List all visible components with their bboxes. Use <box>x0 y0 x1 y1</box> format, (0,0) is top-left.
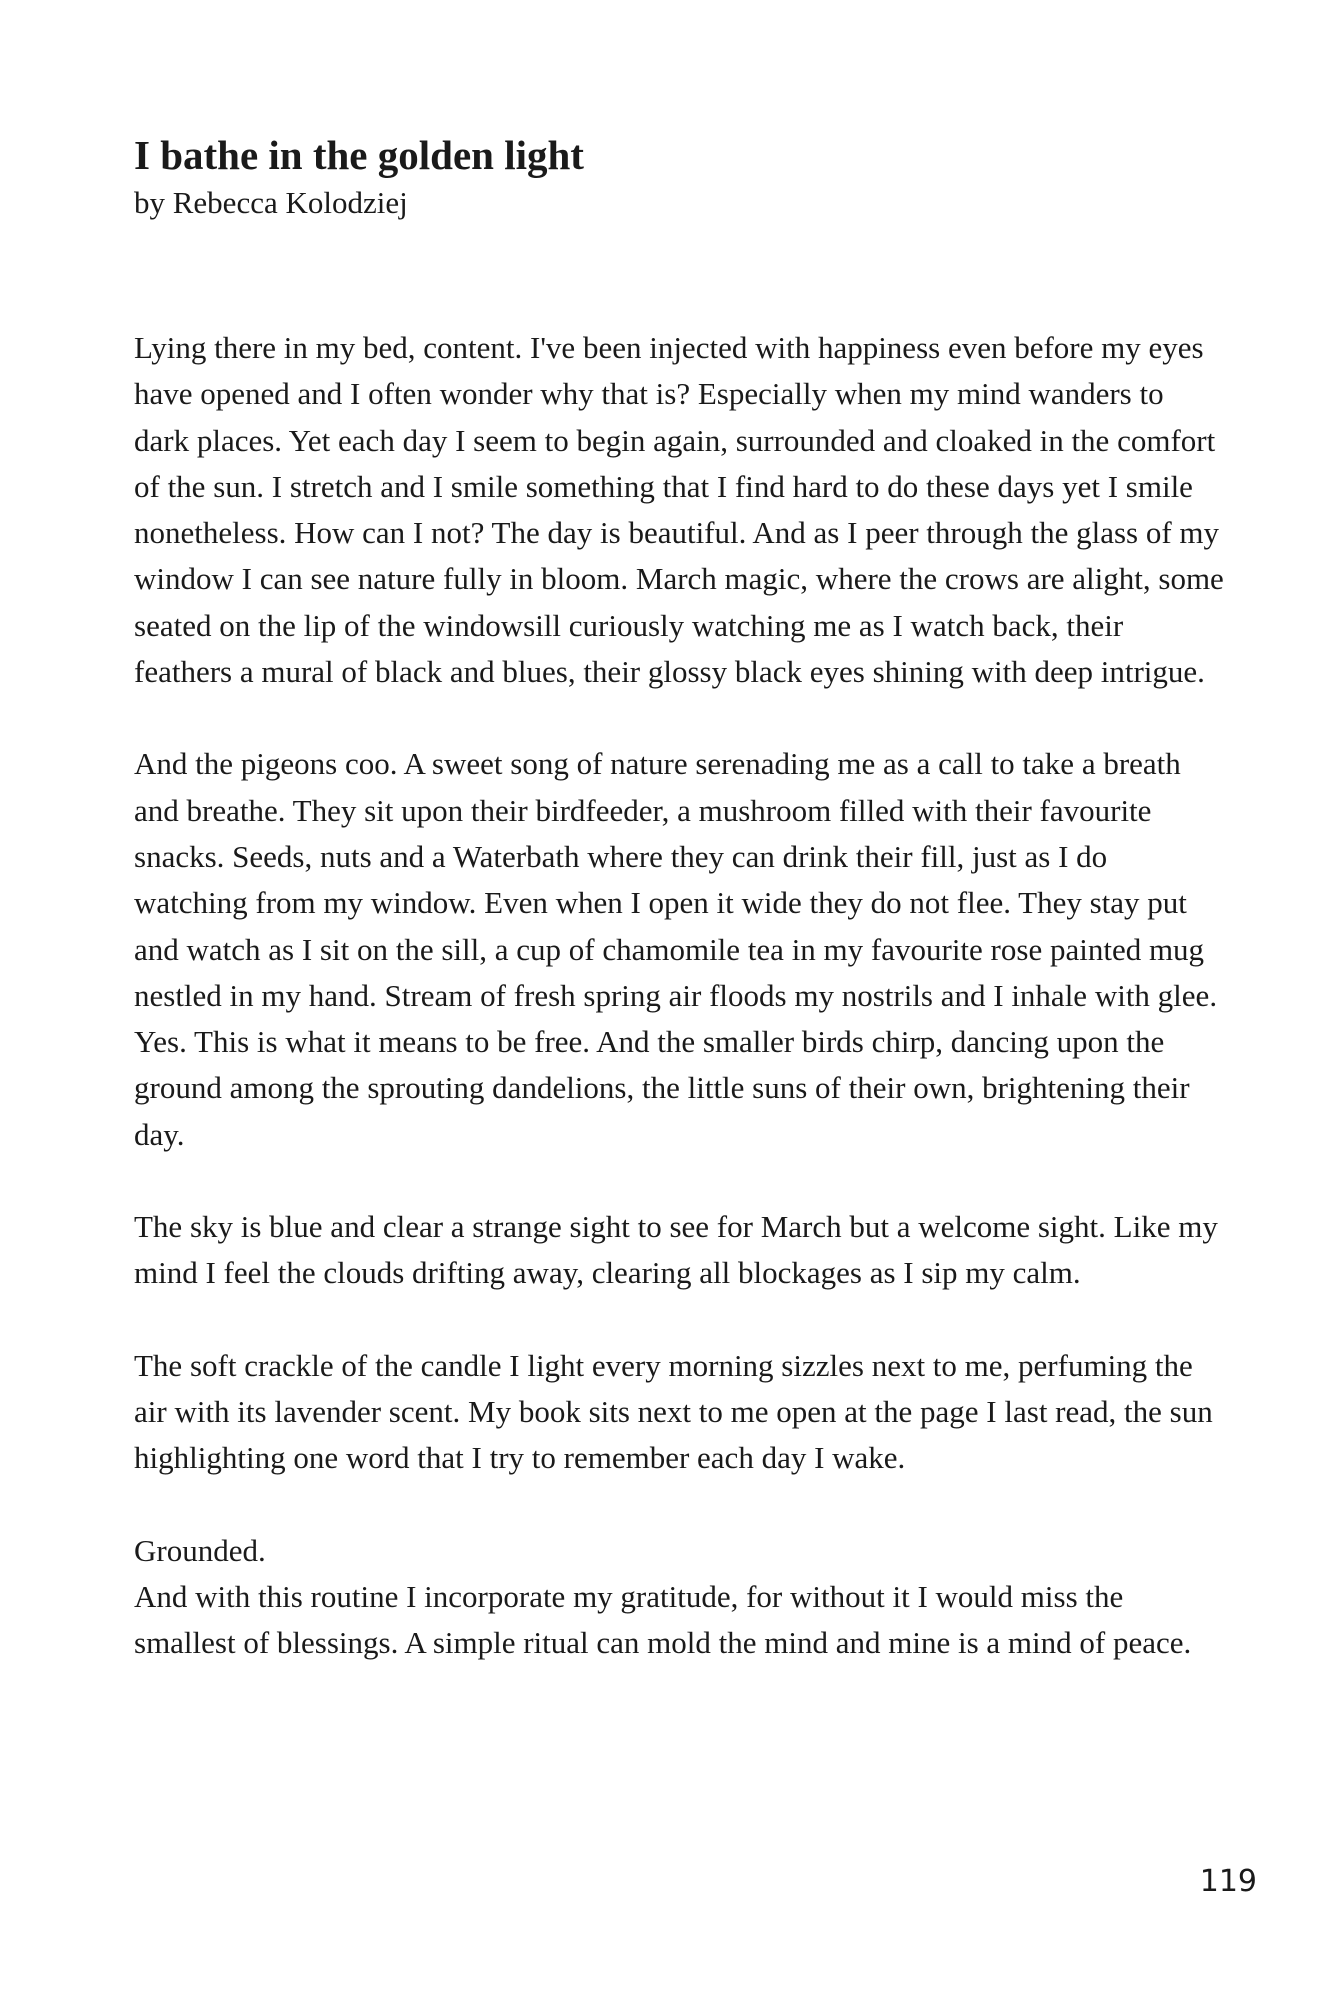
paragraph-5: Grounded. <box>134 1532 266 1568</box>
author-byline: by Rebecca Kolodziej <box>134 185 408 220</box>
page-title: I bathe in the golden light <box>134 132 584 178</box>
paragraph-4: The soft crackle of the candle I light every morning sizzles next to me, perfuming the air with its lavender scent. My book sits next to me open at the page I last read, the sun highlighting one word that I try to remember each day I wake. <box>134 1347 1213 1476</box>
document-header <box>134 130 1214 226</box>
paragraph-2: And the pigeons coo. A sweet song of nature serenading me as a call to take a breath and breathe. They sit upon their birdfeeder, a mushroom filled with their favourite snacks. Seeds, nuts and a Waterbath where they can drink their fill, just as I do watching from my window. Even when I open it wide they do not flee. They stay put and watch as I sit on the sill, a cup of chamomile tea in my favourite rose painted mug nestled in my hand. Stream of fresh spring air floods my nostrils and I inhale with glee. Yes. This is what it means to be free. And the smaller birds chirp, dancing upon the ground among the sprouting dandelions, the little suns of their own, brightening their day. <box>134 746 1218 1152</box>
story-body <box>134 325 1224 1712</box>
page-number: 119 <box>1199 1864 1257 1899</box>
paragraph-6: And with this routine I incorporate my gratitude, for without it I would miss the smallest of blessings. A simple ritual can mold the mind and mine is a mind of peace. <box>134 1578 1192 1661</box>
paragraph-1: Lying there in my bed, content. I've been injected with happiness even before my eyes have opened and I often wonder why that is? Especially when my mind wanders to dark places. Yet each day I seem to begin again, surrounded and cloaked in the comfort of the sun. I stretch and I smile something that I find hard to do these days yet I smile nonetheless. How can I not? The day is beautiful. And as I peer through the glass of my window I can see nature fully in bloom. March magic, where the crows are alight, some seated on the lip of the windowsill curiously watching me as I watch back, their feathers a mural of black and blues, their glossy black eyes shining with deep intrigue. <box>134 330 1224 690</box>
paragraph-3: The sky is blue and clear a strange sight to see for March but a welcome sight. Like my mind I feel the clouds drifting away, clearing all blockages as I sip my calm. <box>134 1209 1218 1291</box>
